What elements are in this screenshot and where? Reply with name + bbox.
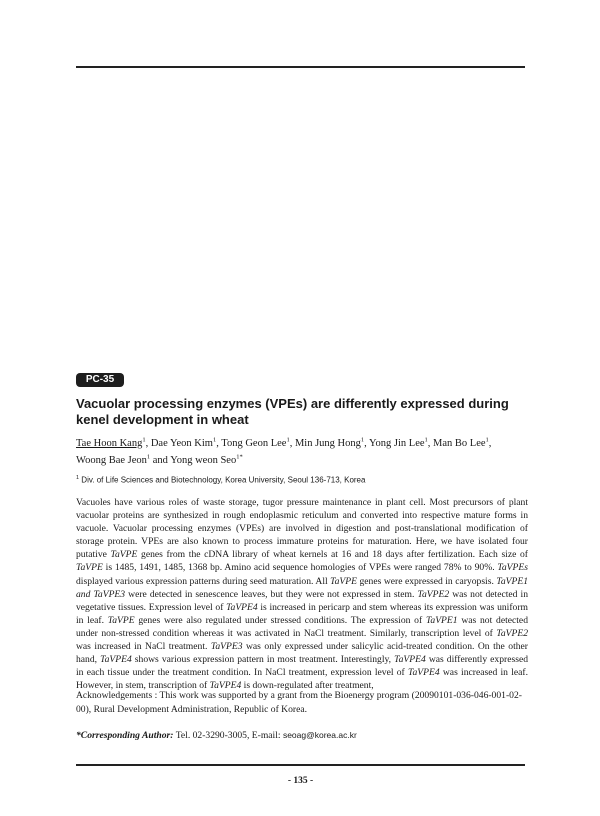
corresponding-tel: Tel. 02-3290-3005, E-mail:	[173, 730, 283, 741]
author-separator: ,	[145, 438, 149, 449]
author-affiliation-marker: 1	[212, 436, 217, 444]
abstract-text: genes were also regulated under stressed conditions. The expression of	[134, 614, 426, 626]
author	[369, 438, 430, 449]
author-separator: ,	[488, 438, 492, 449]
gene-name: TaVPE	[76, 562, 103, 574]
author-affiliation-marker: 1	[142, 436, 146, 444]
corresponding-email: seoag@korea.ac.kr	[282, 730, 357, 740]
gene-name: TaVPE2	[417, 588, 450, 600]
author-name: Tong Geon Lee	[221, 438, 287, 449]
abstract-title: Vacuolar processing enzymes (VPEs) are differently expressed during kenel development in wheat	[76, 396, 509, 427]
gene-name: TaVPE4	[408, 667, 440, 679]
author-name: Tae Hoon Kang	[76, 438, 143, 449]
gene-name: TaVPE1	[425, 614, 458, 626]
abstract-text: was not detected under non-stressed condition whereas it was activated in NaCl treatment. Similarly, transcription level of	[76, 614, 528, 639]
author-name: Man Bo Lee	[433, 438, 486, 449]
abstract-text: was differently expressed in each tissue under the treatment condition. In NaCl treatment, expression level of	[76, 654, 528, 679]
gene-name: TaVPE4	[394, 654, 426, 666]
gene-name: TaVPE2	[496, 627, 528, 639]
gene-name: TaVPE4	[100, 654, 132, 666]
author-name: Dae Yeon Kim	[150, 438, 213, 449]
author-name: Yong Jin Lee	[369, 438, 425, 449]
abstract-text: is increased in pericarp and stem whereas its expression was uniform in leaf.	[76, 601, 528, 626]
author-separator: ,	[364, 438, 367, 449]
author-name: Woong Bae Jeon	[76, 455, 147, 466]
abstract-text: genes from the cDNA library of wheat kernels at 16 and 18 days after fertilization. Each size of	[137, 549, 528, 561]
abstract-text: was increased in NaCl treatment.	[76, 641, 211, 653]
author-name: Yong weon Seo	[170, 455, 237, 466]
author-name: Min Jung Hong	[294, 438, 361, 449]
author	[433, 438, 491, 449]
abstract-id-badge: PC-35	[76, 373, 124, 387]
abstract-text: was not detected in vegetative tissues. Expression level of	[76, 588, 528, 613]
abstract-text: Vacuoles have various roles of waste storage, tugor pressure maintenance in plant cell. Most precursors of plant vacuolar proteins are synthesized in rough endoplasmic reticulum and converted into respective mature forms in vacuole. Vacuolar processing enzymes (VPEs) are involved in digestion and post-translational modification of storage protein. VPEs are also known to process immature proteins for maturation. Here, we have isolated four putative	[76, 497, 528, 561]
gene-name: TaVPE4	[226, 601, 258, 613]
bottom-rule	[76, 764, 525, 766]
author-affiliation-marker: 1*	[236, 453, 243, 461]
gene-name: TaVPE	[330, 575, 357, 587]
abstract-text: were detected in senescence leaves, but they were not expressed in stem.	[125, 588, 418, 600]
gene-name: TaVPE	[110, 549, 138, 561]
author	[76, 455, 150, 466]
abstract-text: shows various expression pattern in most treatment. Interestingly,	[131, 654, 395, 666]
abstract-body	[76, 496, 528, 692]
gene-name: TaVPEs	[497, 562, 528, 574]
author	[295, 438, 367, 449]
gene-name: TaVPE4	[209, 680, 242, 692]
author-affiliation-marker: 1	[286, 436, 290, 444]
gene-name: TaVPE1 and TaVPE3	[76, 575, 528, 600]
author-affiliation-marker: 1	[146, 453, 151, 461]
abstract-text: was increased in leaf. However, in stem, transcription of	[76, 667, 528, 692]
author-separator: ,	[427, 438, 431, 449]
author	[151, 438, 219, 449]
gene-name: TaVPE3	[210, 641, 243, 653]
abstract-text: displayed various expression patterns during seed maturation. All	[76, 575, 331, 587]
author	[76, 438, 148, 449]
acknowledgements: Acknowledgements : This work was supported by a grant from the Bioenergy program (20090101-036-046-001-02-00), Rural Development Administration, Republic of Korea.	[76, 690, 522, 715]
author-affiliation-marker: 1	[485, 436, 489, 444]
author-separator: ,	[289, 438, 293, 449]
author-separator: and	[152, 455, 168, 466]
author	[221, 438, 292, 449]
author-affiliation-marker: 1	[424, 436, 428, 444]
affiliation-text: Div. of Life Sciences and Biotechnology, Korea University, Seoul 136-713, Korea	[81, 475, 366, 485]
corresponding-author	[76, 729, 528, 742]
gene-name: TaVPE	[107, 614, 135, 626]
affiliation	[76, 473, 528, 486]
abstract-text: is 1485, 1491, 1485, 1368 bp. Amino acid sequence homologies of VPEs were ranged 78% to 90%.	[102, 562, 498, 574]
author-affiliation-marker: 1	[360, 436, 365, 444]
abstract-text: was only expressed under salicylic acid-treated condition. On the other hand,	[76, 641, 528, 666]
page-number: - 135 -	[287, 776, 314, 786]
author-separator: ,	[216, 438, 219, 449]
author	[170, 455, 243, 466]
author-list	[76, 435, 528, 469]
abstract-text: is down-regulated after treatment,	[241, 680, 374, 692]
affiliation-marker: 1	[76, 475, 80, 481]
abstract-text: genes were expressed in caryopsis.	[356, 575, 497, 587]
corresponding-label: *Corresponding Author:	[76, 730, 174, 741]
top-rule	[76, 66, 525, 68]
